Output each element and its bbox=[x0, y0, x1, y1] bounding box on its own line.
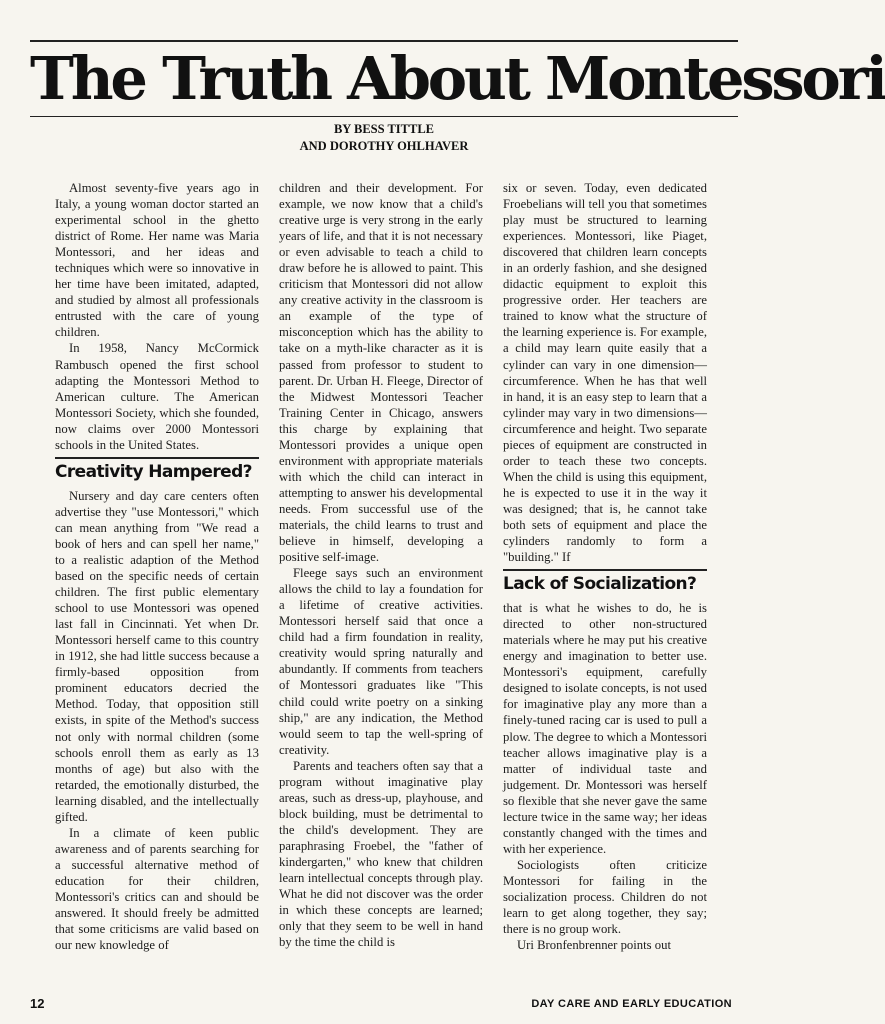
paragraph: In 1958, Nancy McCormick Rambusch opened the first school adapting the Montessori Method to American culture. The American Montessori Society, which she founded, now claims over 2000 Montessori schools in the United States. bbox=[55, 341, 259, 452]
paragraph: Parents and teachers often say that a program without imaginative play areas, such as dress-up, playhouse, and block building, must be detrimental to the child's development. They are paraphrasing Froebel, the "father of kindergarten," who knew that children learn intellectual concepts through play. What he did not discover was the order in which these concepts are learned; only that they seem to be well in hand by the time the child is bbox=[279, 758, 483, 950]
byline-line: AND DOROTHY OHLHAVER bbox=[299, 139, 469, 153]
title-rule bbox=[30, 116, 738, 117]
paragraph-continued: children and their development. For example, we now know that a child's creative urge is very strong in the early years of life, and that it is not necessary or even advisable to teach a child to draw before he is allowed to paint. This criticism that Montessori did not allow any creative activity in the classroom is an example of the type of misconception which has the ability to take on a myth-like character as it is passed from professor to student to parent. Dr. Urban H. Fleege, Director of the Midwest Montessori Teacher Training Center in Chicago, answers this charge by explaining that Montessori provides a unique open environment with appropriate materials with which the child can interact in attempting to answer his developmental needs. From successful use of the materials, the child learns to trust and believe in himself, developing a positive self-image. bbox=[279, 181, 483, 565]
paragraph: Sociologists often criticize Montessori for failing in the socialization process. Children do not learn to get along together, they say; there is no group work. bbox=[503, 857, 707, 937]
paragraph: Almost seventy-five years ago in Italy, a young woman doctor started an experimental school in the ghetto district of Rome. Her name was Maria Montessori, and her ideas and techniques which were so innovative in her time have been imitated, adapted, and studied by almost all professionals entrusted with the care of young children. bbox=[55, 181, 259, 340]
top-rule bbox=[30, 40, 738, 42]
text-column-3 bbox=[503, 180, 707, 953]
paragraph: In a climate of keen public awareness and of parents searching for a successful alternative method of education for their children, Montessori's critics can and should be answered. It should freely be admitted that some criticisms are valid based on our new knowledge of bbox=[55, 825, 259, 953]
text-column-1 bbox=[55, 180, 259, 953]
journal-name: DAY CARE AND EARLY EDUCATION bbox=[531, 998, 732, 1010]
paragraph: Fleege says such an environment allows the child to lay a foundation for a lifetime of creative activities. Montessori herself said that once a child had a firm foundation in reality, creativity would spring naturally and abundantly. If comments from teachers of Montessori graduates like "This child could write poetry on a sinking ship," are any indication, the Method would seem to tap the well-spring of creativity. bbox=[279, 566, 483, 757]
paragraph: Uri Bronfenbrenner points out bbox=[517, 938, 671, 953]
paragraph-continued: that is what he wishes to do, he is directed to other non-structured materials where he may put his creative energy and imagination to better use. Montessori's equipment, carefully designed to isolate concepts, is not used for imaginative play any more than a finely-tuned racing car is used to pull a plow. The degree to which a Montessori teacher allows imaginative play is a matter of individual taste and judgement. Dr. Montessori was herself so flexible that she never gave the same lecture twice in the same way; her ideas constantly changed with the times and with her experience. bbox=[503, 601, 707, 856]
text-column-2 bbox=[279, 180, 483, 950]
subheading: Creativity Hampered? bbox=[55, 457, 259, 485]
page-number: 12 bbox=[30, 996, 45, 1011]
byline bbox=[230, 121, 538, 155]
subheading: Lack of Socialization? bbox=[503, 569, 707, 597]
paragraph-continued: six or seven. Today, even dedicated Froebelians will tell you that sometimes play must be structured to learning experiences. Montessori, like Piaget, discovered that children learn concepts in an orderly fashion, and she designed didactic equipment to exploit this progressive order. Her teachers are trained to know what the structure of the learning experience is. For example, a child may learn quite easily that a cylinder can vary in one dimension—circumference. When he has that well in hand, it is an easy step to learn that a cylinder may vary in two dimensions—circumference and height. Two separate pieces of equipment are constructed in order to teach these two concepts. When the child is using this equipment, he is expected to use it in the way it was designed; that is, he cannot take both sets of equipment and place the cylinders randomly to form a "building." If bbox=[503, 181, 707, 565]
article-title: The Truth About Montessori bbox=[30, 44, 885, 113]
paragraph: Nursery and day care centers often advertise they "use Montessori," which can mean anything from "We read a book of hers and can spell her name," to a realistic adaption of the Method based on the specific needs of certain children. The first public elementary school to use Montessori was opened last fall in Cincinnati. Yet when Dr. Montessori herself came to this country in 1912, she had little success because a firmly-based opposition from prominent educators decried the Method. Today, that opposition still exists, in spite of the Method's success not only with normal children (some schools enroll them as early as 13 months of age) but also with the retarded, the emotionally disturbed, the learning disabled, and the intellectually gifted. bbox=[55, 488, 259, 824]
byline-line: BY BESS TITTLE bbox=[333, 122, 435, 136]
